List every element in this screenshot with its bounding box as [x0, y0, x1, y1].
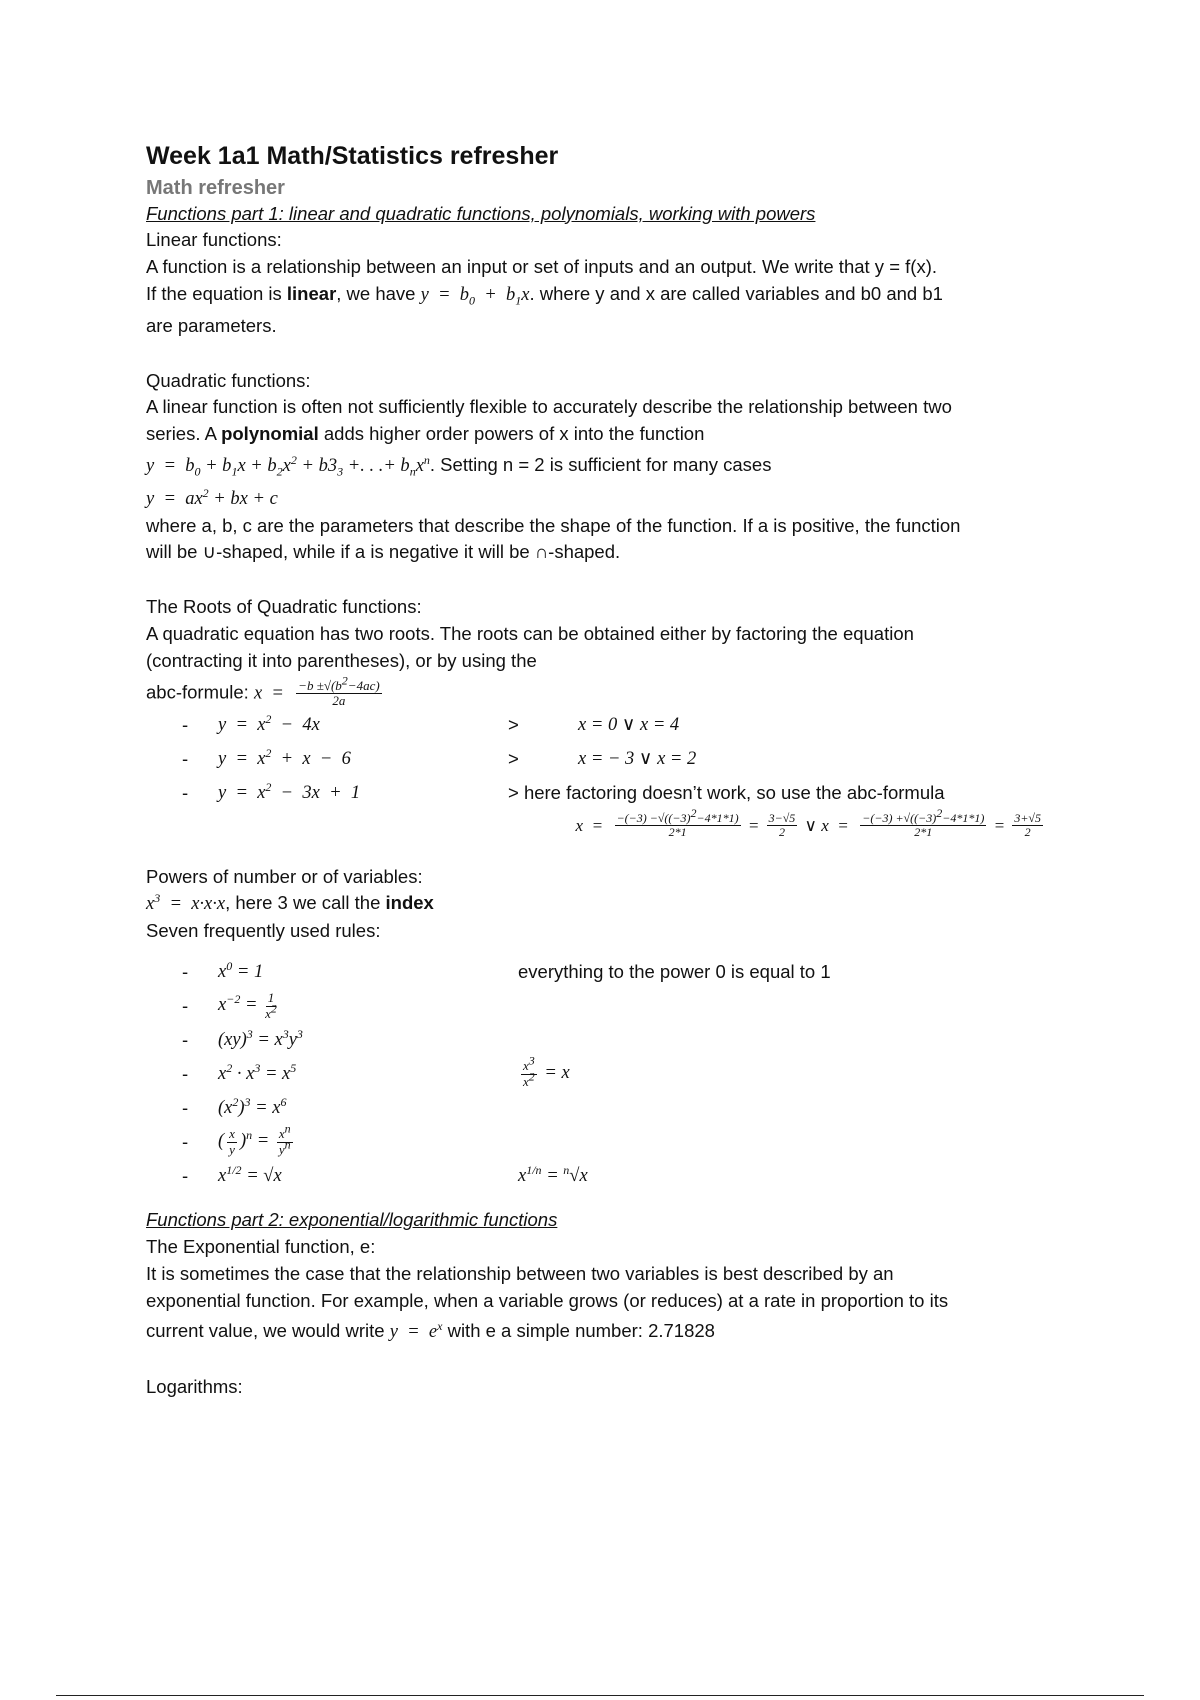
roots-label: The Roots of Quadratic functions:: [146, 596, 422, 618]
linear-paragraph-2: If the equation is linear, we have $y = b_0 + b_1x$. where y and x are called variables and b0 and b1: [146, 282, 943, 308]
exponential-paragraph-1: It is sometimes the case that the relationship between two variables is best described by an: [146, 1262, 894, 1284]
list-item: - $x^{1/2} = √x$ $x^{1/n} = ^n√x$: [182, 1162, 588, 1186]
powers-label: Powers of number or of variables:: [146, 865, 423, 887]
section-heading-part2: Functions part 2: exponential/logarithmic functions: [146, 1209, 558, 1231]
logarithms-label: Logarithms:: [146, 1376, 243, 1398]
document-page: [146, 140, 1046, 1401]
roots-paragraph-2: (contracting it into parentheses), or by using the: [146, 649, 537, 671]
list-item: - $y = x^2 - 3x + 1$ > here factoring doesn’t work, so use the abc-formula: [182, 779, 945, 803]
linear-paragraph-3: are parameters.: [146, 314, 277, 336]
list-item: - $(x^2)^3 = x^6$: [182, 1094, 287, 1118]
exponential-label: The Exponential function, e:: [146, 1235, 376, 1257]
polynomial-equation-line: $y = b_0 + b_1x + b_2x^2 + b3_3$ +. . .+ $b_nx^n$. Setting n = 2 is sufficient for many cases: [146, 452, 772, 479]
page-title: Week 1a1 Math/Statistics refresher: [146, 142, 559, 170]
page-subtitle: Math refresher: [146, 176, 285, 199]
roots-paragraph-1: A quadratic equation has two roots. The roots can be obtained either by factoring the equation: [146, 623, 914, 645]
quadratic-general-form: $y = ax^2$ + bx + c: [146, 485, 278, 509]
quadratic-label: Quadratic functions:: [146, 369, 311, 391]
quadratic-paragraph-3: where a, b, c are the parameters that describe the shape of the function. If a is positive, the function: [146, 514, 961, 536]
quadratic-paragraph-1: A linear function is often not sufficiently flexible to accurately describe the relationship between two: [146, 396, 952, 418]
abc-formula-line: abc-formule: x = $\frac{-b \pm√(b^2-4ac)}{2a}$: [146, 673, 380, 708]
abc-formula-fraction: $\frac{-b \pm√(b^2-4ac)}{2a}$: [298, 673, 380, 708]
list-item: - ( $\frac{x}{y}$ )$^n$ = $\frac{x^n}{y^n}$: [182, 1121, 291, 1157]
exponential-paragraph-2: exponential function. For example, when a variable grows (or reduces) at a rate in proportion to its: [146, 1289, 949, 1311]
footer-divider: [56, 1695, 1144, 1696]
list-item: - $y = x^2 - 4x$ > x = 0 ∨ x = 4: [182, 711, 680, 735]
exponential-paragraph-3: current value, we would write $y = e^x$ with e a simple number: 2.71828: [146, 1319, 715, 1343]
list-item: - $x^2 \cdot x^3 = x^5$ $\frac{x^3}{x^2}$ = x: [182, 1053, 570, 1089]
section-heading-part1: Functions part 1: linear and quadratic functions, polynomials, working with powers: [146, 202, 816, 224]
linear-paragraph-1: A function is a relationship between an input or set of inputs and an output. We write that y = f(x).: [146, 256, 937, 278]
rules-label: Seven frequently used rules:: [146, 920, 381, 942]
quadratic-paragraph-4: will be ∪-shaped, while if a is negative it will be ∩-shaped.: [146, 541, 621, 563]
linear-equation: $y = b_0 + b_1x$: [420, 284, 530, 308]
list-item: - $(xy)^3 = x^3y^3$: [182, 1026, 303, 1050]
list-item: - $x^0 = 1$ everything to the power 0 is equal to 1: [182, 958, 831, 982]
abc-worked-solution: x = $\frac{-(-3) -√((-3)^2-4*1*1)}{2*1}$ = $\frac{3-√5}{2}$ ∨ x = $\frac{-(-3) +√((-3)^2-4*1*1)}{2*1}$ = $\frac{3+√5}{2}$: [575, 806, 1041, 840]
list-item: - $y = x^2 + x - 6$ > x = − 3 ∨ x = 2: [182, 745, 697, 769]
index-definition: $x^3 = x\cdot x\cdot x$, here 3 we call the index: [146, 891, 434, 915]
linear-label: Linear functions:: [146, 229, 282, 251]
quadratic-paragraph-2: series. A polynomial adds higher order powers of x into the function: [146, 423, 705, 445]
list-item: - $x^{-2}$ = $\frac{1}{x^2}$: [182, 990, 277, 1021]
